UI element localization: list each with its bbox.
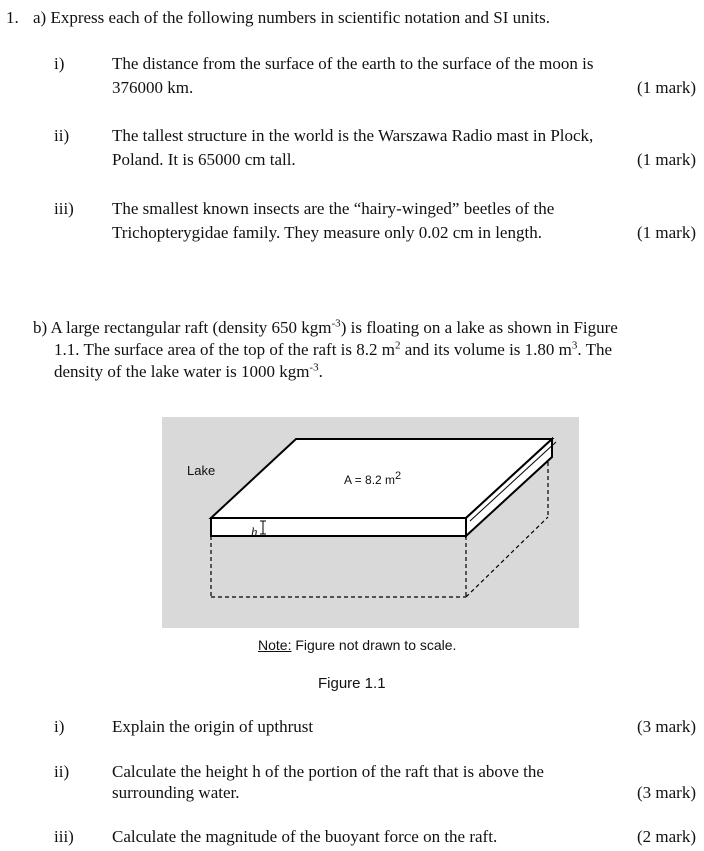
part-a-item-text: The tallest structure in the world is the Warszawa Radio mast in Plock, — [112, 126, 594, 145]
part-a-item-label: ii) — [54, 126, 70, 145]
figure-note: Note: Figure not drawn to scale. — [258, 637, 457, 653]
part-b-item-text: surrounding water. — [112, 783, 240, 802]
part-a-item-text: Poland. It is 65000 cm tall. — [112, 150, 296, 169]
mark-label: (2 mark) — [636, 827, 696, 846]
part-b-item-text: Explain the origin of upthrust — [112, 717, 314, 736]
h-label: h — [251, 524, 258, 539]
part-b-item-label: i) — [54, 717, 65, 736]
part-a-item-label: i) — [54, 54, 65, 73]
part-a-prompt: a) Express each of the following numbers in scientific notation and SI units. — [33, 8, 550, 27]
part-b-item-text: Calculate the height h of the portion of the raft that is above the — [112, 762, 544, 781]
part-b-line-3: density of the lake water is 1000 kgm$^{-3}$. — [54, 361, 323, 381]
mark-label: (1 mark) — [636, 223, 696, 242]
part-b-line-1: b) A large rectangular raft (density 650 kgm$^{-3}$) is floating on a lake as shown in Figure — [33, 317, 618, 337]
part-b-item-label: ii) — [54, 762, 70, 781]
part-a-item-label: iii) — [54, 199, 74, 218]
part-a-item-text: The distance from the surface of the earth to the surface of the moon is — [112, 54, 594, 73]
mark-label: (3 mark) — [636, 783, 696, 802]
lake-label: Lake — [187, 463, 216, 478]
mark-label: (1 mark) — [636, 150, 696, 169]
mark-label: (1 mark) — [636, 78, 696, 97]
part-b-item-label: iii) — [54, 827, 74, 846]
raft-figure — [162, 417, 579, 628]
part-a-item-text: Trichopterygidae family. They measure only 0.02 cm in length. — [112, 223, 542, 242]
part-b-line-2: 1.1. The surface area of the top of the raft is 8.2 $m^2$ and its volume is 1.80 $m^3$. The — [54, 339, 613, 359]
area-label: A = 8.2 $m^2$ — [344, 470, 402, 487]
mark-label: (3 mark) — [636, 717, 696, 736]
part-a-item-text: 376000 km. — [112, 78, 194, 97]
part-a-item-text: The smallest known insects are the “hairy-winged” beetles of the — [112, 199, 555, 218]
part-b-item-text: Calculate the magnitude of the buoyant force on the raft. — [112, 827, 498, 846]
raft-front-face — [211, 518, 466, 536]
figure-caption: Figure 1.1 — [318, 675, 386, 692]
question-number: 1. — [6, 8, 19, 27]
